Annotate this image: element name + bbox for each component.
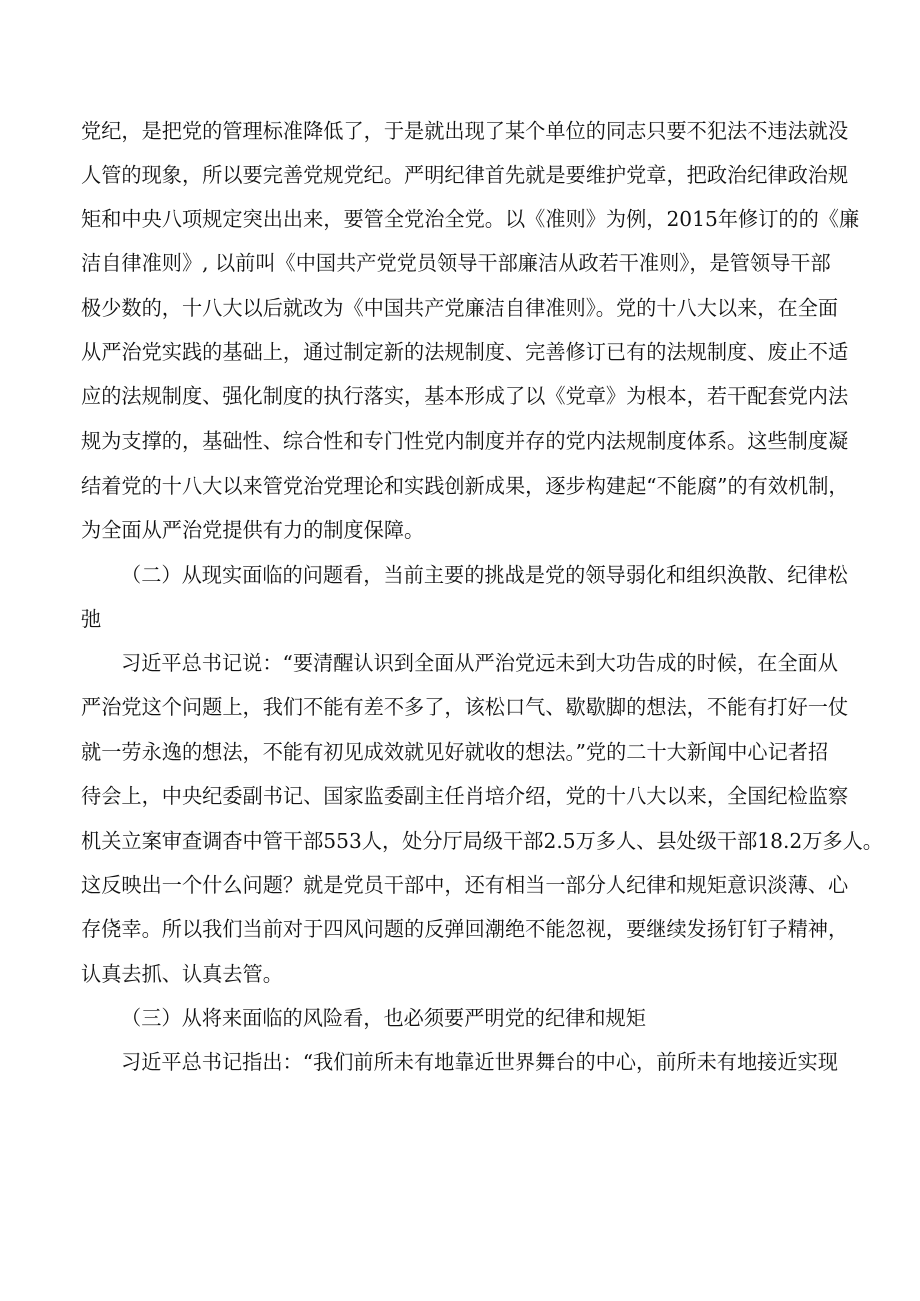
body-text-line: 习近平总书记指出：“我们前所未有地靠近世界舞台的中心，前所未有地接近实现 bbox=[121, 1050, 838, 1074]
body-text-line: 就一劳永逸的想法，不能有初见成效就见好就收的想法。”党的二十大新闻中心记者招 bbox=[81, 740, 829, 764]
body-text-line: 矩和中央八项规定突出出来，要管全党治全党。以《准则》为例，2015年修订的的《廉 bbox=[81, 207, 860, 231]
body-text-line: 从严治党实践的基础上，通过制定新的法规制度、完善修订已有的法规制度、废止不适 bbox=[81, 340, 849, 364]
body-text-line: 为全面从严治党提供有力的制度保障。 bbox=[81, 518, 425, 542]
section-heading-line: （三）从将来面临的风险看，也必须要严明党的纪律和规矩 bbox=[121, 1006, 646, 1030]
body-text-line: 待会上，中央纪委副书记、国家监委副主任肖培介绍，党的十八大以来，全国纪检监察 bbox=[81, 784, 849, 808]
body-text-line: 这反映出一个什么问题？就是党员干部中，还有相当一部分人纪律和规矩意识淡薄、心 bbox=[81, 873, 849, 897]
body-text-line: 存侥幸。所以我们当前对于四风问题的反弹回潮绝不能忽视，要继续发扬钉钉子精神， bbox=[81, 917, 849, 941]
body-text-line: 极少数的，十八大以后就改为《中国共产党廉洁自律准则》。党的十八大以来，在全面 bbox=[81, 296, 839, 320]
body-text-line: 习近平总书记说：“要清醒认识到全面从严治党远未到大功告成的时候，在全面从 bbox=[121, 651, 838, 675]
body-text-line: 认真去抓、认真去管。 bbox=[81, 962, 283, 986]
body-text-line: 人管的现象，所以要完善党规党纪。严明纪律首先就是要维护党章，把政治纪律政治规 bbox=[81, 163, 849, 187]
body-text-line: 应的法规制度、强化制度的执行落实，基本形成了以《党章》为根本，若干配套党内法 bbox=[81, 384, 849, 408]
body-text-line: 结着党的十八大以来管党治党理论和实践创新成果，逐步构建起“不能腐”的有效机制， bbox=[81, 474, 849, 498]
body-text-line: 规为支撑的，基础性、综合性和专门性党内制度并存的党内法规制度体系。这些制度凝 bbox=[81, 429, 849, 453]
section-heading-line: （二）从现实面临的问题看，当前主要的挑战是党的领导弱化和组织涣散、纪律松 bbox=[121, 563, 848, 587]
section-heading-line: 弛 bbox=[81, 607, 102, 631]
body-text-line: 洁自律准则》, 以前叫《中国共产党党员领导干部廉洁从政若干准则》，是管领导干部 bbox=[81, 251, 831, 275]
body-text-line: 严治党这个问题上，我们不能有差不多了，该松口气、歇歇脚的想法，不能有打好一仗 bbox=[81, 695, 849, 719]
body-text-line: 机关立案审查调杳中管干部553人，处分厅局级干部2.5万多人、县处级干部18.2万多人。 bbox=[81, 829, 883, 853]
body-text-line: 党纪，是把党的管理标准降低了，于是就出现了某个单位的同志只要不犯法不违法就没 bbox=[81, 119, 849, 143]
